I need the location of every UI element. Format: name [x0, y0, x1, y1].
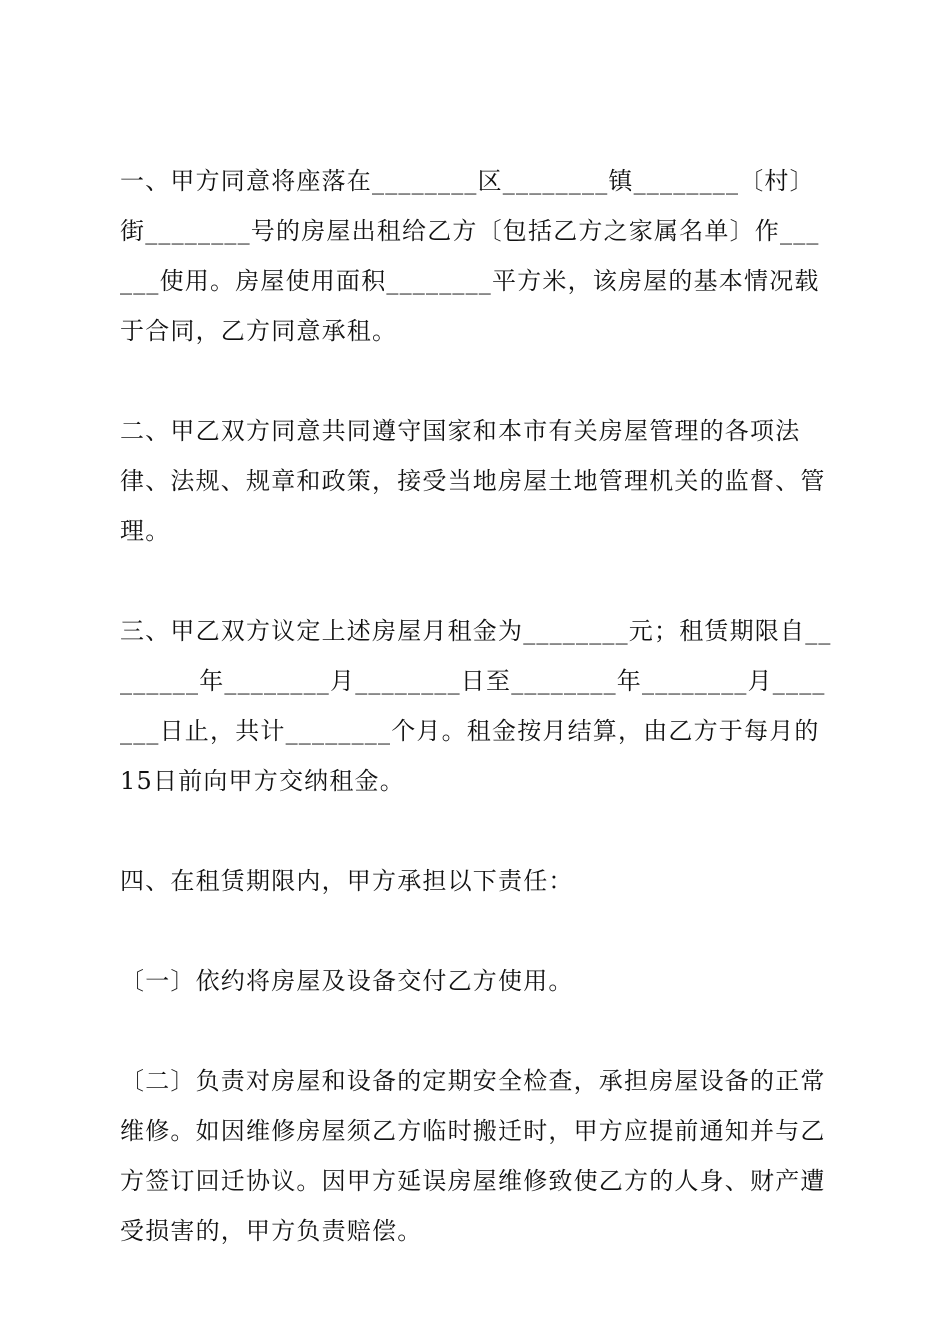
clause-4-item-1-paragraph: 〔一〕依约将房屋及设备交付乙方使用。	[120, 967, 574, 995]
document-body	[120, 156, 832, 1306]
clause-1-paragraph: 一、甲方同意将座落在________区________镇________〔村〕街________号的房屋出租给乙方〔包括乙方之家属名单〕作______使用。房屋使用面积________平方米，该房屋的基本情况载于合同，乙方同意承租。	[120, 167, 820, 345]
clause-2-paragraph: 二、甲乙双方同意共同遵守国家和本市有关房屋管理的各项法律、法规、规章和政策，接受当地房屋土地管理机关的监督、管理。	[120, 417, 826, 545]
clause-4-item-2-paragraph: 〔二〕负责对房屋和设备的定期安全检查，承担房屋设备的正常维修。如因维修房屋须乙方临时搬迁时，甲方应提前通知并与乙方签订回迁协议。因甲方延误房屋维修致使乙方的人身、财产遭受损害的，甲方负责赔偿。	[120, 1067, 826, 1245]
clause-3-paragraph: 三、甲乙双方议定上述房屋月租金为________元；租赁期限自________年________月________日至________年________月_______日止，共计________个月。租金按月结算，由乙方于每月的15日前向甲方交纳租金。	[120, 617, 832, 795]
clause-4-paragraph: 四、在租赁期限内，甲方承担以下责任：	[120, 867, 574, 895]
